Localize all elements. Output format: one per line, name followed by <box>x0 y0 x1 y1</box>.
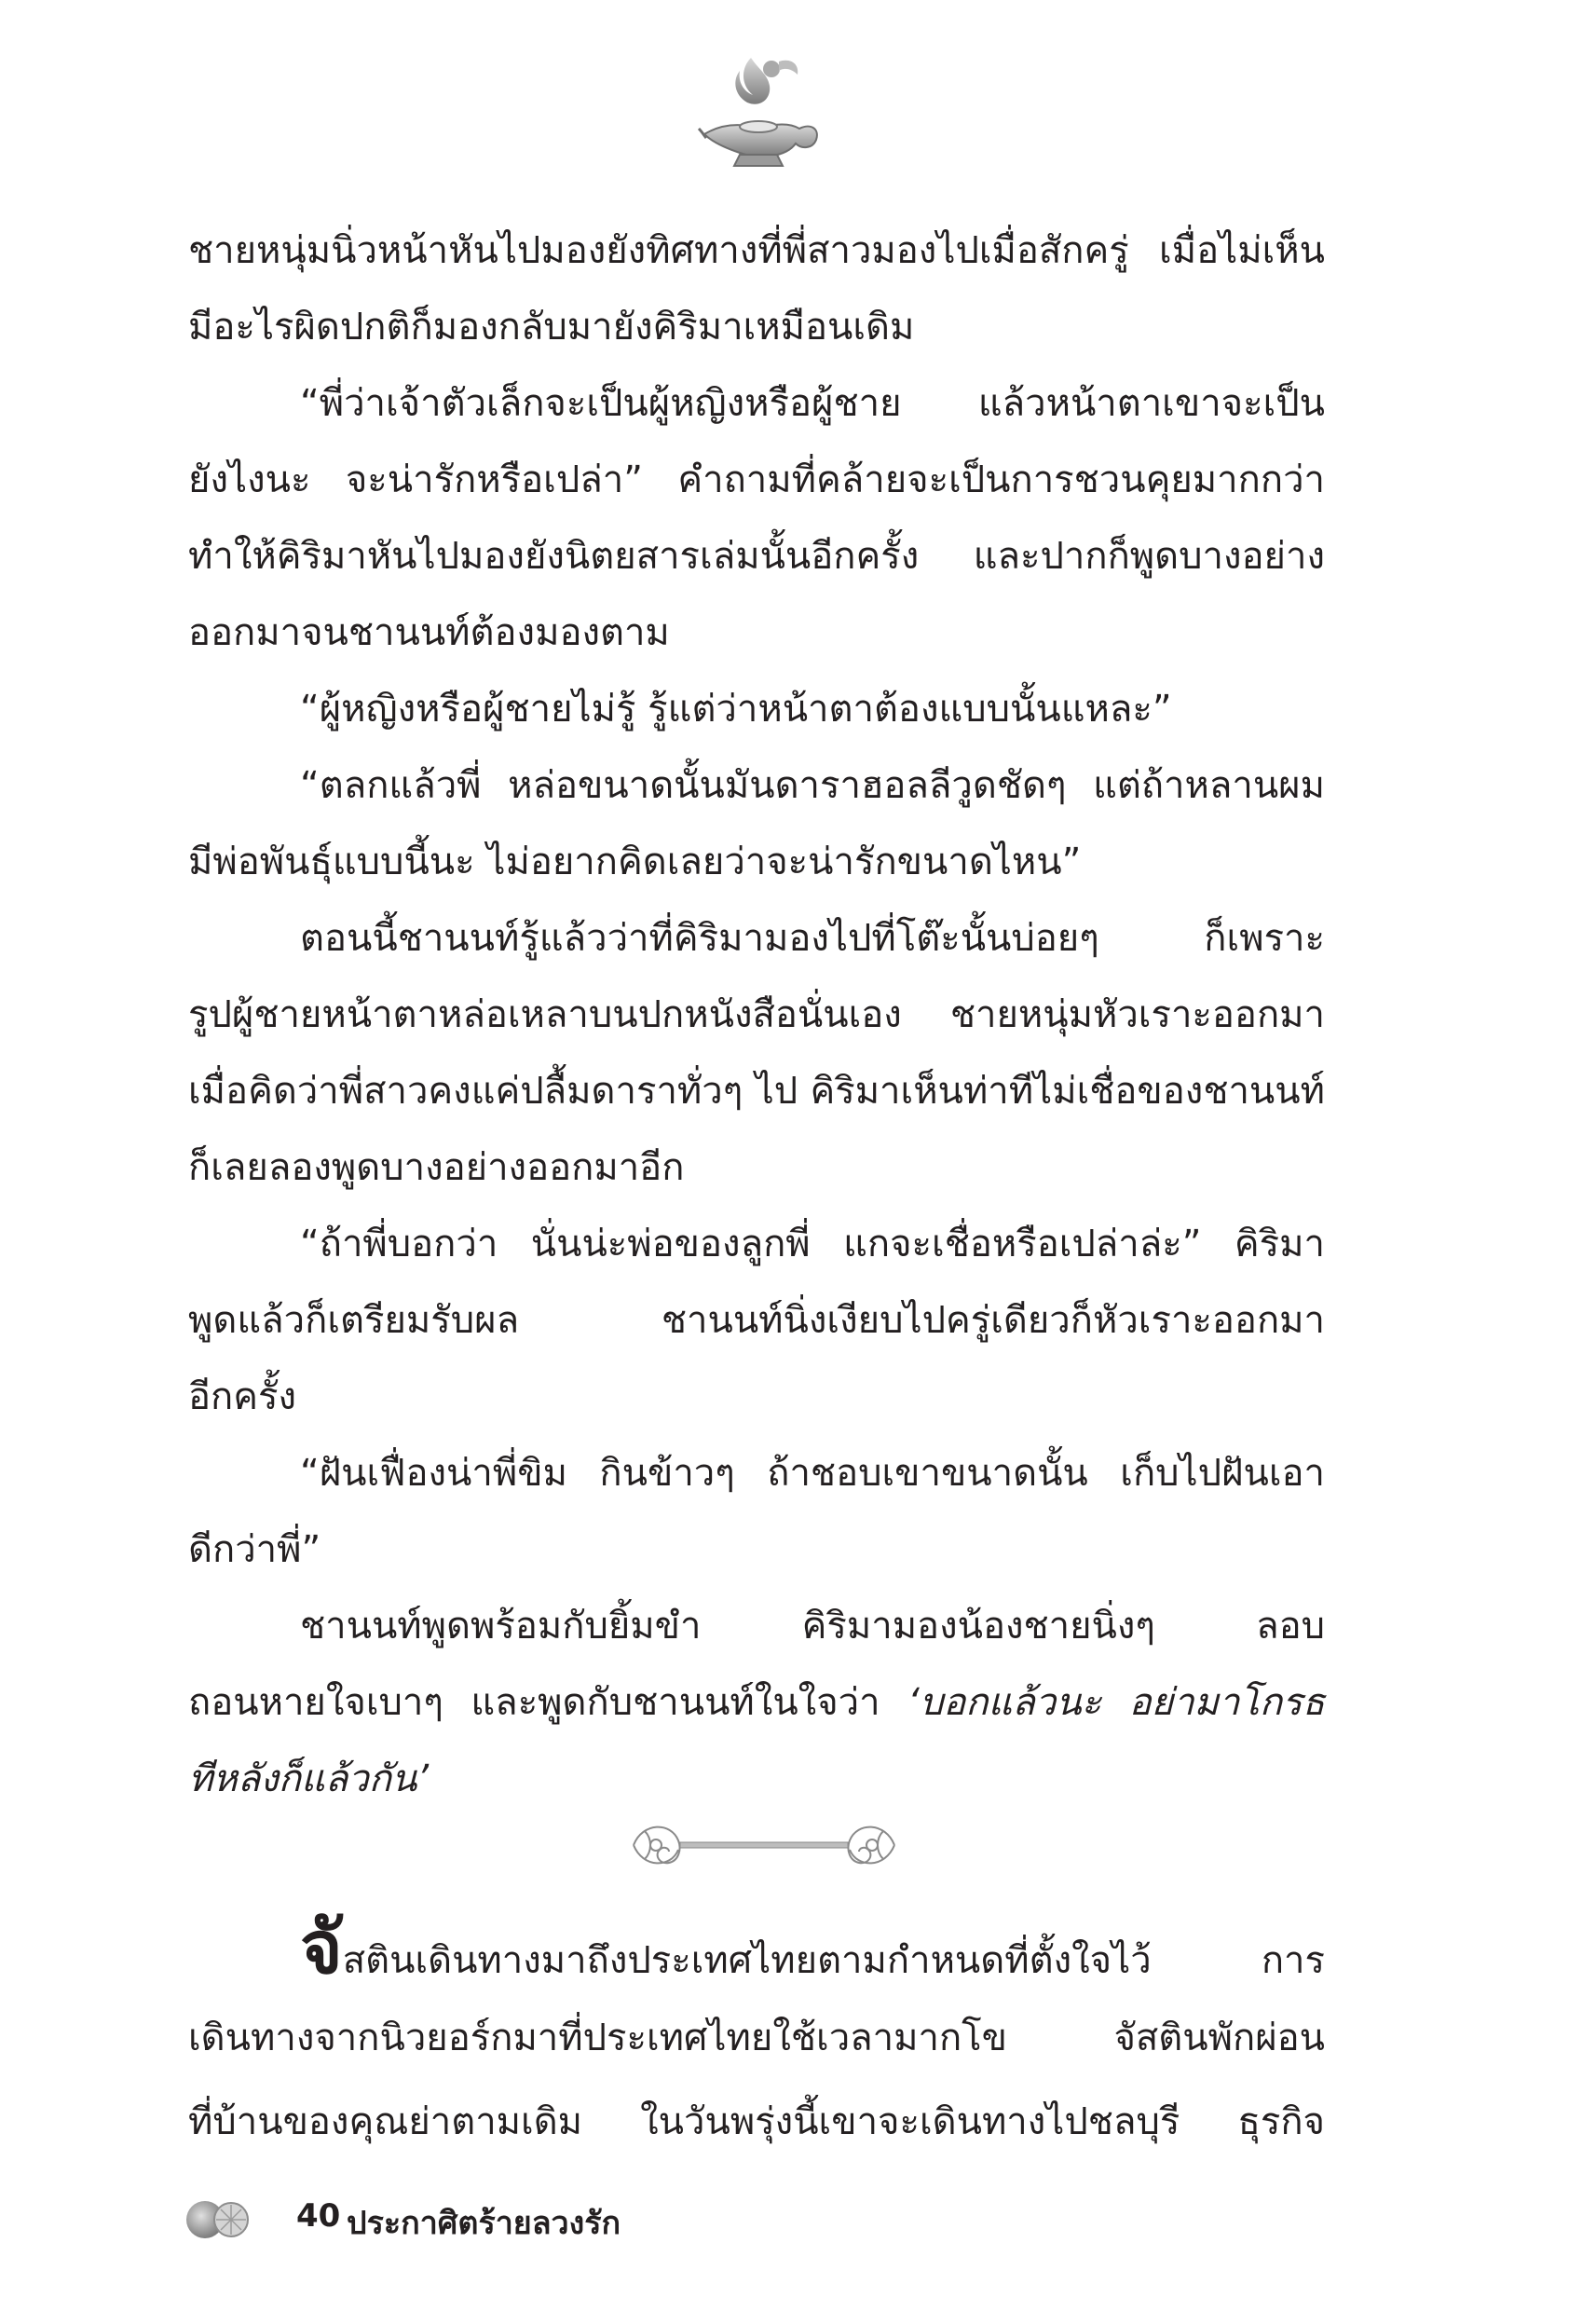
text-line: ออกมาจนชานนท์ต้องมองตาม <box>188 611 670 654</box>
text-line: “ฝันเฟื่องน่าพี่ขิม กินข้าวๆ ถ้าชอบเขาขนาดนั้น เก็บไปฝันเอา <box>300 1452 1325 1495</box>
page-number: 40 <box>296 2197 341 2235</box>
text-line <box>188 1664 1325 1741</box>
italic-thought: ทีหลังก็แล้วกัน’ <box>188 1757 430 1800</box>
text-span: สตินเดินทางมาถึงประเทศไทยตามกำหนดที่ตั้งใจไว้ การ <box>342 1939 1325 1982</box>
text-line: ชานนท์พูดพร้อมกับยิ้มขำ คิริมามองน้องชายนิ่งๆ ลอบ <box>300 1605 1325 1648</box>
page-footer <box>183 2194 835 2249</box>
text-line: พูดแล้วก็เตรียมรับผล ชานนท์นิ่งเงียบไปครู่เดียวก็หัวเราะออกมา <box>188 1299 1325 1342</box>
text-line: รูปผู้ชายหน้าตาหล่อเหลาบนปกหนังสือนั่นเอง ชายหนุ่มหัวเราะออกมา <box>188 993 1325 1036</box>
text-line: ดีกว่าพี่” <box>188 1528 321 1571</box>
section-two-text <box>188 1907 1325 2164</box>
text-span: ถอนหายใจเบาๆ และพูดกับชานนท์ในใจว่า <box>188 1681 908 1724</box>
text-line: “ถ้าพี่บอกว่า นั่นน่ะพ่อของลูกพี่ แกจะเชื่อหรือเปล่าล่ะ” คิริมา <box>300 1223 1325 1265</box>
text-line: “พี่ว่าเจ้าตัวเล็กจะเป็นผู้หญิงหรือผู้ชาย แล้วหน้าตาเขาจะเป็น <box>300 382 1325 425</box>
ornamental-divider-icon <box>624 1812 904 1878</box>
text-line: ก็เลยลองพูดบางอย่างออกมาอีก <box>188 1146 685 1189</box>
book-title: ประกาศิตร้ายลวงรัก <box>347 2205 621 2242</box>
drop-cap: จั <box>300 1907 343 1990</box>
text-line: อีกครั้ง <box>188 1375 297 1418</box>
text-line: ตอนนี้ชานนท์รู้แล้วว่าที่คิริมามองไปที่โต๊ะนั้นบ่อยๆ ก็เพราะ <box>300 917 1325 960</box>
text-line: “ผู้หญิงหรือผู้ชายไม่รู้ รู้แต่ว่าหน้าตาต้องแบบนั้นแหละ” <box>300 688 1172 731</box>
text-line: ยังไงนะ จะน่ารักหรือเปล่า” คำถามที่คล้ายจะเป็นการชวนคุยมากกว่า <box>188 458 1325 501</box>
italic-thought: ‘บอกแล้วนะ อย่ามาโกรธ <box>907 1681 1325 1724</box>
text-line: ชายหนุ่มนิ่วหน้าหันไปมองยังทิศทางที่พี่สาวมองไปเมื่อสักครู่ เมื่อไม่เห็น <box>188 229 1325 272</box>
text-line: มีอะไรผิดปกติก็มองกลับมายังคิริมาเหมือนเดิม <box>188 306 915 349</box>
main-text <box>188 212 1325 1817</box>
text-line <box>188 1741 1325 1817</box>
text-line: เมื่อคิดว่าพี่สาวคงแค่ปลื้มดาราทั่วๆ ไป คิริมาเห็นท่าทีไม่เชื่อของชานนท์ <box>188 1070 1325 1113</box>
citrus-fruit-icon <box>183 2194 257 2246</box>
text-line: เดินทางจากนิวยอร์กมาที่ประเทศไทยใช้เวลามากโข จัสตินพักผ่อน <box>188 2017 1325 2059</box>
text-line: มีพ่อพันธุ์แบบนี้นะ ไม่อยากคิดเลยว่าจะน่ารักขนาดไหน” <box>188 841 1082 883</box>
text-line: ที่บ้านของคุณย่าตามเดิม ในวันพรุ่งนี้เขาจะเดินทางไปชลบุรี ธุรกิจ <box>188 2100 1325 2143</box>
text-line <box>188 1907 1325 1996</box>
genie-lamp-icon <box>686 48 825 174</box>
text-line: “ตลกแล้วพี่ หล่อขนาดนั้นมันดาราฮอลลีวูดชัดๆ แต่ถ้าหลานผม <box>300 764 1325 807</box>
text-line: ทำให้คิริมาหันไปมองยังนิตยสารเล่มนั้นอีกครั้ง และปากก็พูดบางอย่าง <box>188 535 1325 578</box>
